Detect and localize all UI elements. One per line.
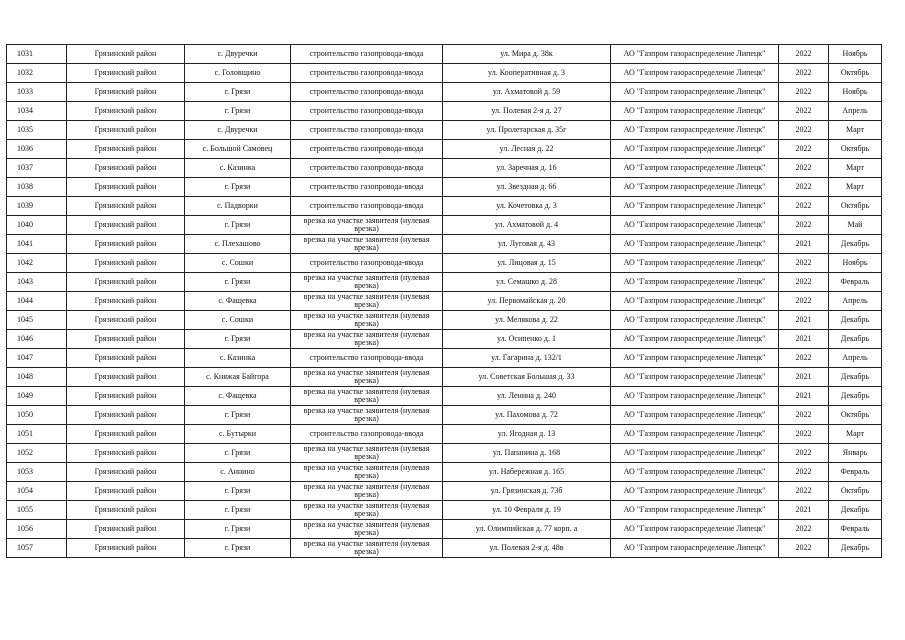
address-cell: ул. Ягодная д. 13 [443, 425, 611, 444]
settlement-cell: с. Фащевка [185, 387, 291, 406]
district-cell: Грязинский район [67, 83, 185, 102]
address-cell: ул. Заречная д. 16 [443, 159, 611, 178]
address-cell: ул. Папанина д. 168 [443, 444, 611, 463]
month-cell: Декабрь [829, 539, 882, 558]
year-cell: 2022 [779, 520, 829, 539]
month-cell: Октябрь [829, 482, 882, 501]
table-row [7, 425, 882, 444]
month-cell: Апрель [829, 102, 882, 121]
year-cell: 2021 [779, 311, 829, 330]
address-cell: ул. Олимпийская д. 77 корп. а [443, 520, 611, 539]
work-type-cell: строительство газопровода-ввода [291, 102, 443, 121]
year-cell: 2021 [779, 235, 829, 254]
row-number-cell: 1046 [7, 330, 67, 349]
settlement-cell: с. Головщино [185, 64, 291, 83]
work-type-cell: строительство газопровода-ввода [291, 159, 443, 178]
organization-cell: АО "Газпром газораспределение Липецк" [611, 292, 779, 311]
table-row [7, 520, 882, 539]
year-cell: 2022 [779, 216, 829, 235]
month-cell: Октябрь [829, 197, 882, 216]
work-type-cell: врезка на участке заявителя (нулевая врезка) [291, 235, 443, 254]
year-cell: 2022 [779, 83, 829, 102]
address-cell: ул. Полевая 2-я д. 27 [443, 102, 611, 121]
organization-cell: АО "Газпром газораспределение Липецк" [611, 349, 779, 368]
work-type-cell: строительство газопровода-ввода [291, 178, 443, 197]
row-number-cell: 1039 [7, 197, 67, 216]
address-cell: ул. Пролетарская д. 35г [443, 121, 611, 140]
district-cell: Грязинский район [67, 520, 185, 539]
address-cell: ул. Ленина д. 240 [443, 387, 611, 406]
row-number-cell: 1047 [7, 349, 67, 368]
work-type-cell: строительство газопровода-ввода [291, 45, 443, 64]
district-cell: Грязинский район [67, 216, 185, 235]
work-type-cell: врезка на участке заявителя (нулевая врезка) [291, 406, 443, 425]
organization-cell: АО "Газпром газораспределение Липецк" [611, 520, 779, 539]
settlement-cell: с. Казинка [185, 349, 291, 368]
district-cell: Грязинский район [67, 368, 185, 387]
month-cell: Январь [829, 444, 882, 463]
year-cell: 2022 [779, 121, 829, 140]
work-type-cell: врезка на участке заявителя (нулевая врезка) [291, 501, 443, 520]
organization-cell: АО "Газпром газораспределение Липецк" [611, 368, 779, 387]
address-cell: ул. Семашко д. 28 [443, 273, 611, 292]
table-row [7, 368, 882, 387]
work-type-cell: врезка на участке заявителя (нулевая врезка) [291, 330, 443, 349]
work-type-cell: строительство газопровода-ввода [291, 349, 443, 368]
work-type-cell: строительство газопровода-ввода [291, 425, 443, 444]
district-cell: Грязинский район [67, 102, 185, 121]
settlement-cell: г. Грязи [185, 539, 291, 558]
row-number-cell: 1040 [7, 216, 67, 235]
table-row [7, 539, 882, 558]
address-cell: ул. Ахматовой д. 4 [443, 216, 611, 235]
organization-cell: АО "Газпром газораспределение Липецк" [611, 140, 779, 159]
settlement-cell: г. Грязи [185, 520, 291, 539]
year-cell: 2022 [779, 140, 829, 159]
row-number-cell: 1045 [7, 311, 67, 330]
organization-cell: АО "Газпром газораспределение Липецк" [611, 159, 779, 178]
table-row [7, 330, 882, 349]
organization-cell: АО "Газпром газораспределение Липецк" [611, 64, 779, 83]
settlement-cell: с. Плехашово [185, 235, 291, 254]
organization-cell: АО "Газпром газораспределение Липецк" [611, 254, 779, 273]
district-cell: Грязинский район [67, 45, 185, 64]
settlement-cell: г. Грязи [185, 482, 291, 501]
row-number-cell: 1056 [7, 520, 67, 539]
address-cell: ул. Набережная д. 165 [443, 463, 611, 482]
settlement-cell: г. Грязи [185, 330, 291, 349]
district-cell: Грязинский район [67, 349, 185, 368]
table-row [7, 178, 882, 197]
month-cell: Октябрь [829, 64, 882, 83]
table-row [7, 406, 882, 425]
table-row [7, 102, 882, 121]
district-cell: Грязинский район [67, 463, 185, 482]
work-type-cell: врезка на участке заявителя (нулевая врезка) [291, 292, 443, 311]
table-row [7, 235, 882, 254]
settlement-cell: г. Грязи [185, 406, 291, 425]
district-cell: Грязинский район [67, 482, 185, 501]
year-cell: 2021 [779, 387, 829, 406]
table-row [7, 463, 882, 482]
settlement-cell: с. Сошки [185, 311, 291, 330]
row-number-cell: 1037 [7, 159, 67, 178]
table-row [7, 444, 882, 463]
address-cell: ул. Луговая д. 43 [443, 235, 611, 254]
row-number-cell: 1055 [7, 501, 67, 520]
settlement-cell: г. Грязи [185, 83, 291, 102]
row-number-cell: 1041 [7, 235, 67, 254]
address-cell: ул. Гагарина д. 132/1 [443, 349, 611, 368]
month-cell: Февраль [829, 520, 882, 539]
row-number-cell: 1038 [7, 178, 67, 197]
row-number-cell: 1049 [7, 387, 67, 406]
year-cell: 2022 [779, 425, 829, 444]
month-cell: Ноябрь [829, 83, 882, 102]
year-cell: 2022 [779, 254, 829, 273]
month-cell: Декабрь [829, 235, 882, 254]
settlement-cell: с. Сошки [185, 254, 291, 273]
work-type-cell: врезка на участке заявителя (нулевая врезка) [291, 444, 443, 463]
district-cell: Грязинский район [67, 64, 185, 83]
work-type-cell: врезка на участке заявителя (нулевая врезка) [291, 273, 443, 292]
settlement-cell: г. Грязи [185, 216, 291, 235]
organization-cell: АО "Газпром газораспределение Липецк" [611, 501, 779, 520]
settlement-cell: с. Фащевка [185, 292, 291, 311]
month-cell: Декабрь [829, 368, 882, 387]
settlement-cell: с. Аннино [185, 463, 291, 482]
district-cell: Грязинский район [67, 406, 185, 425]
month-cell: Декабрь [829, 387, 882, 406]
table-row [7, 197, 882, 216]
organization-cell: АО "Газпром газораспределение Липецк" [611, 102, 779, 121]
month-cell: Декабрь [829, 311, 882, 330]
work-type-cell: врезка на участке заявителя (нулевая врезка) [291, 216, 443, 235]
work-type-cell: врезка на участке заявителя (нулевая врезка) [291, 463, 443, 482]
year-cell: 2022 [779, 444, 829, 463]
settlement-cell: г. Грязи [185, 178, 291, 197]
district-cell: Грязинский район [67, 425, 185, 444]
row-number-cell: 1053 [7, 463, 67, 482]
work-type-cell: врезка на участке заявителя (нулевая врезка) [291, 387, 443, 406]
district-cell: Грязинский район [67, 178, 185, 197]
district-cell: Грязинский район [67, 387, 185, 406]
row-number-cell: 1050 [7, 406, 67, 425]
month-cell: Декабрь [829, 330, 882, 349]
month-cell: Октябрь [829, 140, 882, 159]
row-number-cell: 1033 [7, 83, 67, 102]
district-cell: Грязинский район [67, 444, 185, 463]
year-cell: 2022 [779, 482, 829, 501]
settlement-cell: с. Падворки [185, 197, 291, 216]
organization-cell: АО "Газпром газораспределение Липецк" [611, 273, 779, 292]
month-cell: Декабрь [829, 501, 882, 520]
settlement-cell: г. Грязи [185, 273, 291, 292]
settlement-cell: с. Двуречки [185, 121, 291, 140]
year-cell: 2022 [779, 102, 829, 121]
table-row [7, 216, 882, 235]
address-cell: ул. Полевая 2-я д. 48в [443, 539, 611, 558]
district-cell: Грязинский район [67, 254, 185, 273]
year-cell: 2022 [779, 349, 829, 368]
district-cell: Грязинский район [67, 197, 185, 216]
organization-cell: АО "Газпром газораспределение Липецк" [611, 539, 779, 558]
organization-cell: АО "Газпром газораспределение Липецк" [611, 311, 779, 330]
table-row [7, 159, 882, 178]
year-cell: 2022 [779, 45, 829, 64]
district-cell: Грязинский район [67, 273, 185, 292]
work-type-cell: строительство газопровода-ввода [291, 83, 443, 102]
table-row [7, 254, 882, 273]
settlement-cell: с. Княжая Байгора [185, 368, 291, 387]
table-row [7, 311, 882, 330]
address-cell: ул. Мира д. 38к [443, 45, 611, 64]
table-row [7, 501, 882, 520]
row-number-cell: 1043 [7, 273, 67, 292]
address-cell: ул. Лицовая д. 15 [443, 254, 611, 273]
table-row [7, 349, 882, 368]
year-cell: 2022 [779, 292, 829, 311]
year-cell: 2021 [779, 501, 829, 520]
row-number-cell: 1054 [7, 482, 67, 501]
row-number-cell: 1036 [7, 140, 67, 159]
month-cell: Ноябрь [829, 45, 882, 64]
district-cell: Грязинский район [67, 311, 185, 330]
row-number-cell: 1052 [7, 444, 67, 463]
work-type-cell: врезка на участке заявителя (нулевая врезка) [291, 539, 443, 558]
month-cell: Март [829, 178, 882, 197]
organization-cell: АО "Газпром газораспределение Липецк" [611, 216, 779, 235]
settlement-cell: с. Казинка [185, 159, 291, 178]
settlement-cell: г. Грязи [185, 102, 291, 121]
district-cell: Грязинский район [67, 292, 185, 311]
year-cell: 2021 [779, 368, 829, 387]
month-cell: Февраль [829, 463, 882, 482]
address-cell: ул. Пахомова д. 72 [443, 406, 611, 425]
month-cell: Октябрь [829, 406, 882, 425]
settlement-cell: г. Грязи [185, 501, 291, 520]
organization-cell: АО "Газпром газораспределение Липецк" [611, 197, 779, 216]
work-type-cell: строительство газопровода-ввода [291, 140, 443, 159]
organization-cell: АО "Газпром газораспределение Липецк" [611, 463, 779, 482]
row-number-cell: 1044 [7, 292, 67, 311]
year-cell: 2022 [779, 273, 829, 292]
year-cell: 2022 [779, 197, 829, 216]
organization-cell: АО "Газпром газораспределение Липецк" [611, 83, 779, 102]
organization-cell: АО "Газпром газораспределение Липецк" [611, 178, 779, 197]
district-cell: Грязинский район [67, 159, 185, 178]
table-row [7, 387, 882, 406]
month-cell: Февраль [829, 273, 882, 292]
organization-cell: АО "Газпром газораспределение Липецк" [611, 387, 779, 406]
organization-cell: АО "Газпром газораспределение Липецк" [611, 330, 779, 349]
month-cell: Март [829, 159, 882, 178]
organization-cell: АО "Газпром газораспределение Липецк" [611, 444, 779, 463]
address-cell: ул. 10 Февраля д. 19 [443, 501, 611, 520]
table-row [7, 482, 882, 501]
table-row [7, 121, 882, 140]
address-cell: ул. Кочетовка д. 3 [443, 197, 611, 216]
address-cell: ул. Кооперативная д. 3 [443, 64, 611, 83]
settlement-cell: с. Большой Самовец [185, 140, 291, 159]
gasification-schedule-table [6, 44, 882, 558]
month-cell: Май [829, 216, 882, 235]
settlement-cell: с. Двуречки [185, 45, 291, 64]
row-number-cell: 1035 [7, 121, 67, 140]
row-number-cell: 1034 [7, 102, 67, 121]
work-type-cell: строительство газопровода-ввода [291, 121, 443, 140]
row-number-cell: 1057 [7, 539, 67, 558]
table-body [7, 45, 882, 558]
row-number-cell: 1042 [7, 254, 67, 273]
work-type-cell: врезка на участке заявителя (нулевая врезка) [291, 311, 443, 330]
district-cell: Грязинский район [67, 235, 185, 254]
address-cell: ул. Лесная д. 22 [443, 140, 611, 159]
organization-cell: АО "Газпром газораспределение Липецк" [611, 406, 779, 425]
row-number-cell: 1051 [7, 425, 67, 444]
table-row [7, 83, 882, 102]
organization-cell: АО "Газпром газораспределение Липецк" [611, 482, 779, 501]
district-cell: Грязинский район [67, 330, 185, 349]
table-row [7, 140, 882, 159]
organization-cell: АО "Газпром газораспределение Липецк" [611, 425, 779, 444]
month-cell: Апрель [829, 349, 882, 368]
organization-cell: АО "Газпром газораспределение Липецк" [611, 45, 779, 64]
district-cell: Грязинский район [67, 539, 185, 558]
table-row [7, 292, 882, 311]
district-cell: Грязинский район [67, 121, 185, 140]
year-cell: 2021 [779, 330, 829, 349]
table-row [7, 273, 882, 292]
district-cell: Грязинский район [67, 140, 185, 159]
year-cell: 2022 [779, 178, 829, 197]
work-type-cell: врезка на участке заявителя (нулевая врезка) [291, 520, 443, 539]
year-cell: 2022 [779, 64, 829, 83]
work-type-cell: строительство газопровода-ввода [291, 254, 443, 273]
address-cell: ул. Советская Большая д. 33 [443, 368, 611, 387]
organization-cell: АО "Газпром газораспределение Липецк" [611, 121, 779, 140]
row-number-cell: 1031 [7, 45, 67, 64]
year-cell: 2022 [779, 159, 829, 178]
year-cell: 2022 [779, 539, 829, 558]
settlement-cell: с. Бутырки [185, 425, 291, 444]
work-type-cell: строительство газопровода-ввода [291, 197, 443, 216]
work-type-cell: врезка на участке заявителя (нулевая врезка) [291, 368, 443, 387]
address-cell: ул. Грязинская д. 73б [443, 482, 611, 501]
row-number-cell: 1048 [7, 368, 67, 387]
month-cell: Март [829, 425, 882, 444]
address-cell: ул. Звездная д. 66 [443, 178, 611, 197]
district-cell: Грязинский район [67, 501, 185, 520]
year-cell: 2022 [779, 406, 829, 425]
settlement-cell: г. Грязи [185, 444, 291, 463]
work-type-cell: строительство газопровода-ввода [291, 64, 443, 83]
month-cell: Ноябрь [829, 254, 882, 273]
work-type-cell: врезка на участке заявителя (нулевая врезка) [291, 482, 443, 501]
month-cell: Март [829, 121, 882, 140]
address-cell: ул. Осипенко д. 1 [443, 330, 611, 349]
table-row [7, 45, 882, 64]
address-cell: ул. Мелякова д. 22 [443, 311, 611, 330]
address-cell: ул. Ахматовой д. 59 [443, 83, 611, 102]
month-cell: Апрель [829, 292, 882, 311]
row-number-cell: 1032 [7, 64, 67, 83]
year-cell: 2022 [779, 463, 829, 482]
organization-cell: АО "Газпром газораспределение Липецк" [611, 235, 779, 254]
address-cell: ул. Первомайская д. 20 [443, 292, 611, 311]
table-row [7, 64, 882, 83]
